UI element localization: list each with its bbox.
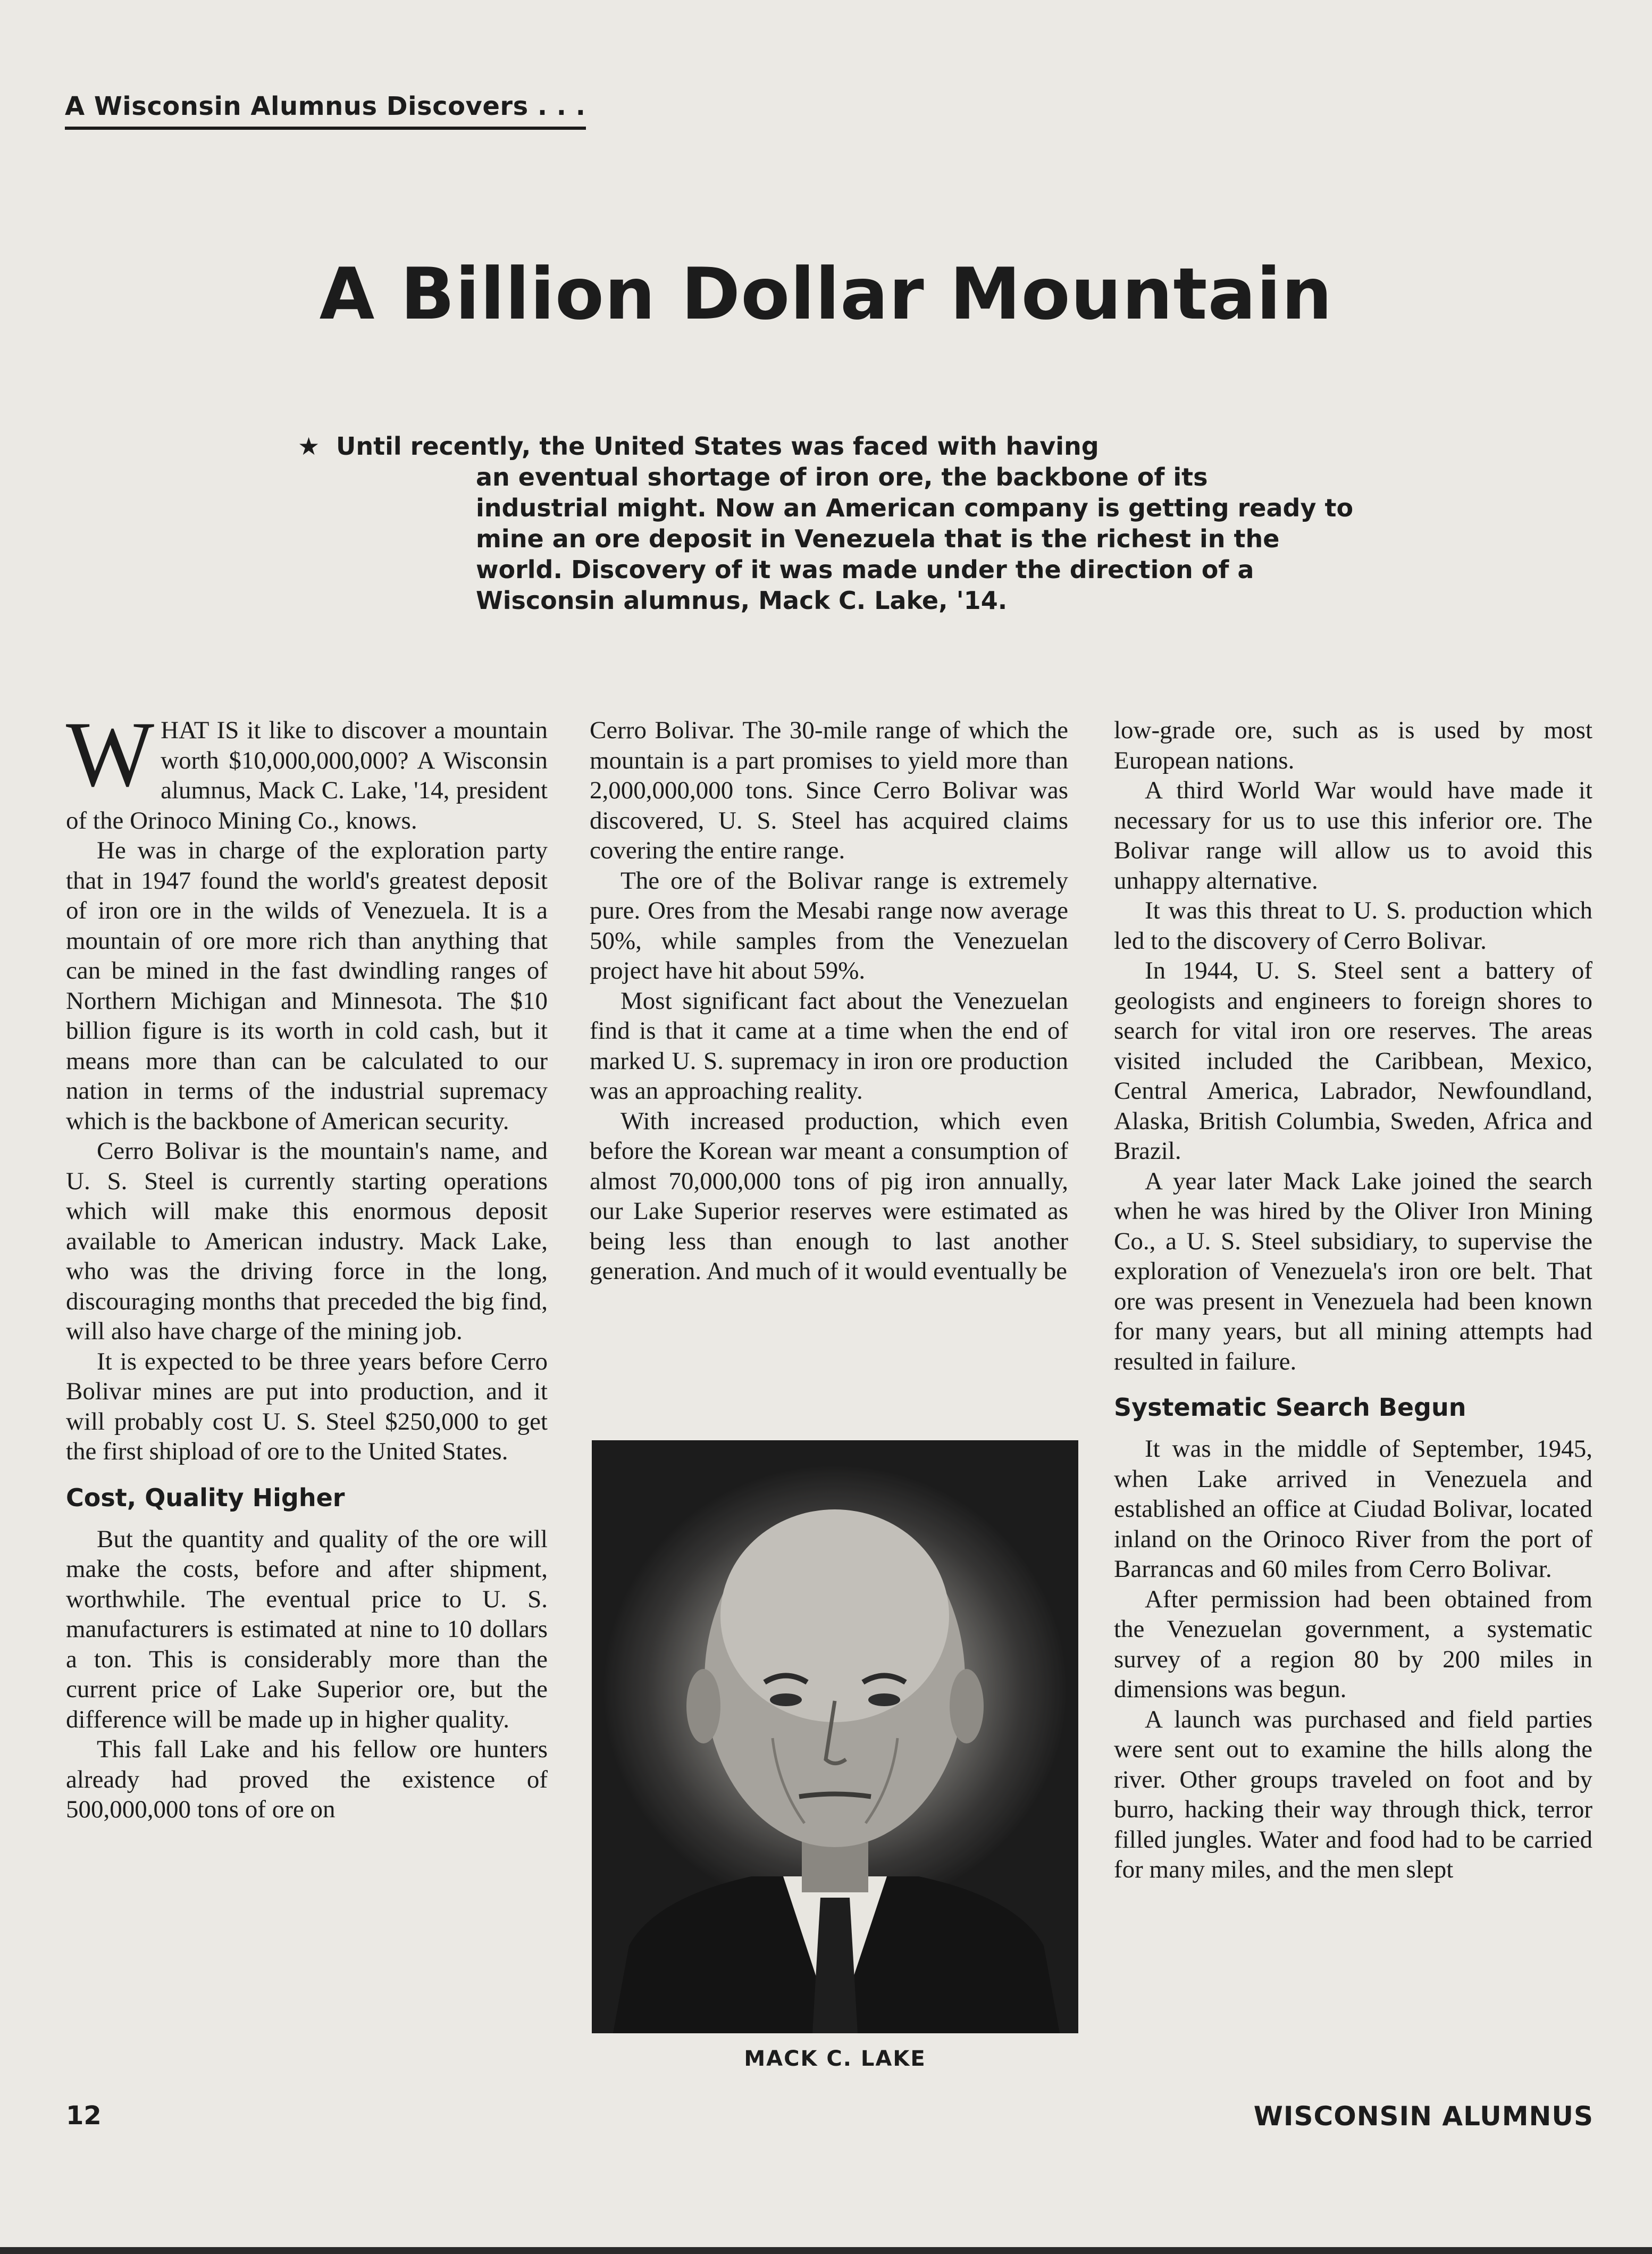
paragraph: low-grade ore, such as is used by most European nations. (1114, 716, 1592, 774)
paragraph: He was in charge of the exploration party that in 1947 found the world's greatest deposit of iron ore in the wilds of Venezuela. It is a mountain of ore more rich than anything that can be mined in the fast dwindling ranges of Northern Michigan and Minnesota. The $10 billion figure is its worth in cold cash, but it means more than can be calculated to our nation in terms of the industrial supremacy which is the backbone of American security. (66, 837, 548, 1135)
paragraph: Cerro Bolivar. The 30-mile range of which the mountain is a part promises to yield more than 2,000,000,000 tons. Since Cerro Bolivar was discovered, U. S. Steel has acquired claims covering the entire range. (590, 716, 1068, 864)
subheading-cost-quality: Cost, Quality Higher (66, 1483, 345, 1512)
drop-cap: W (66, 703, 155, 806)
column-1 (66, 703, 548, 1825)
paragraph: Cerro Bolivar is the mountain's name, and U. S. Steel is currently starting operations which will make this enormous deposit available to American industry. Mack Lake, who was the driving force in the long, discouraging months that preceded the big find, will also have charge of the mining job. (66, 1137, 548, 1345)
magazine-name: WISCONSIN ALUMNUS (1253, 2101, 1594, 2132)
portrait-illustration (592, 1440, 1078, 2033)
article-title: A Billion Dollar Mountain (319, 253, 1333, 336)
paragraph: This fall Lake and his fellow ore hunters already had proved the existence of 500,000,000 tons of ore on (66, 1735, 548, 1823)
deck-line-6: Wisconsin alumnus, Mack C. Lake, '14. (476, 586, 1008, 615)
column-2 (590, 715, 1068, 1287)
paragraph: In 1944, U. S. Steel sent a battery of geologists and engineers to foreign shores to search for vital iron ore reserves. The areas visited included the Caribbean, Mexico, Central America, Labrador, Newfoundland, Alaska, British Columbia, Sweden, Africa and Brazil. (1114, 957, 1592, 1165)
paragraph: A launch was purchased and field parties were sent out to examine the hills along the river. Other groups traveled on foot and by burro, hacking their way through thick, terror filled jungles. Water and food had to be carried for many miles, and the men slept (1114, 1705, 1592, 1883)
section-kicker: A Wisconsin Alumnus Discovers . . . (65, 91, 586, 130)
paragraph: After permission had been obtained from the Venezuelan government, a systematic survey of a region 80 by 200 miles in dimensions was begun. (1114, 1585, 1592, 1703)
article-deck (298, 431, 1377, 616)
deck-line-4: mine an ore deposit in Venezuela that is the richest in the (476, 524, 1280, 553)
paragraph: It is expected to be three years before Cerro Bolivar mines are put into production, and it will probably cost U. S. Steel $250,000 to get the first shipload of ore to the United States. (66, 1347, 548, 1465)
subheading-systematic-search: Systematic Search Begun (1114, 1393, 1466, 1422)
paragraph: It was in the middle of September, 1945, when Lake arrived in Venezuela and established an office at Ciudad Bolivar, located inland on the Orinoco River from the port of Barrancas and 60 miles from Cerro Bolivar. (1114, 1435, 1592, 1583)
paragraph: WHAT IS it like to discover a mountain worth $10,000,000,000? A Wisconsin alumnus, Mack C. Lake, '14, president of the Orinoco Mining Co., knows. (66, 703, 548, 834)
paragraph: A year later Mack Lake joined the search when he was hired by the Oliver Iron Mining Co., a U. S. Steel subsidiary, to supervise the exploration of Venezuela's iron ore belt. That ore was present in Venezuela had been known for many years, but all mining attempts had resulted in failure. (1114, 1167, 1592, 1375)
bottom-border (0, 2247, 1652, 2254)
paragraph: But the quantity and quality of the ore will make the costs, before and after shipment, worthwhile. The eventual price to U. S. manufacturers is estimated at nine to 10 dollars a ton. This is considerably more than the current price of Lake Superior ore, but the difference will be made up in higher quality. (66, 1525, 548, 1733)
paragraph: It was this threat to U. S. production which led to the discovery of Cerro Bolivar. (1114, 897, 1592, 955)
paragraph: A third World War would have made it necessary for us to use this inferior ore. The Bolivar range will allow us to avoid this unhappy alternative. (1114, 777, 1592, 895)
paragraph: With increased production, which even before the Korean war meant a consumption of almost 70,000,000 tons of pig iron annually, our Lake Superior reserves were estimated as being less than enough to last another generation. And much of it would eventually be (590, 1107, 1068, 1285)
column-3 (1114, 715, 1592, 1885)
portrait-photo (592, 1440, 1078, 2033)
photo-caption: MACK C. LAKE (744, 2047, 926, 2071)
deck-line-3: industrial might. Now an American company is getting ready to (476, 494, 1354, 522)
deck-line-2: an eventual shortage of iron ore, the backbone of its (476, 463, 1208, 491)
star-icon: ★ (298, 432, 320, 461)
paragraph: The ore of the Bolivar range is extremely pure. Ores from the Mesabi range now average 50%, while samples from the Venezuelan project have hit about 59%. (590, 866, 1068, 984)
deck-line-5: world. Discovery of it was made under the direction of a (476, 555, 1254, 584)
paragraph: Most significant fact about the Venezuelan find is that it came at a time when the end of marked U. S. supremacy in iron ore production was an approaching reality. (590, 987, 1068, 1105)
deck-line-1: ★ Until recently, the United States was faced with having (298, 432, 1099, 461)
page-number: 12 (66, 2101, 102, 2131)
